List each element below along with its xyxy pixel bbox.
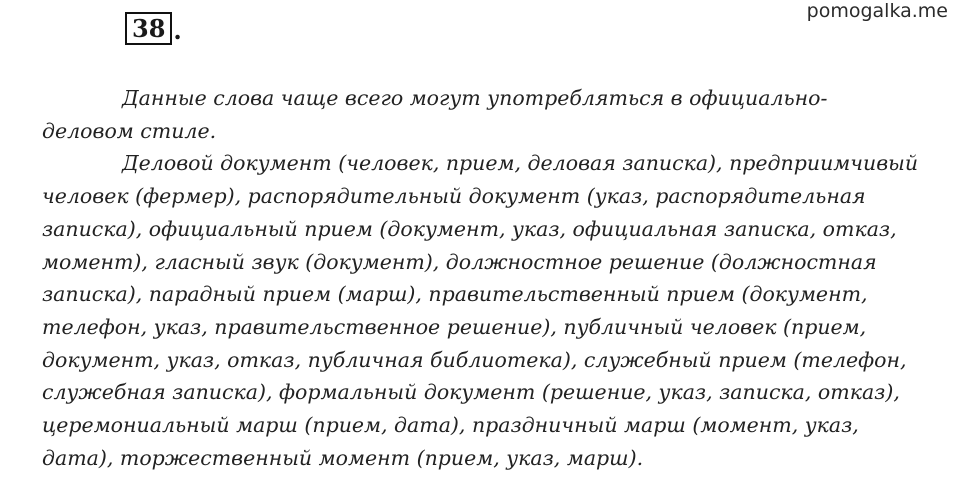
paragraph-2-line-5: записка), парадный прием (марш), правительственный прием (документ, — [42, 282, 868, 307]
exercise-number-box: 38 — [125, 12, 172, 45]
site-watermark: pomogalka.me — [806, 0, 948, 22]
paragraph-2-line-1: Деловой документ (человек, прием, деловая записка), предприимчивый — [122, 151, 919, 176]
paragraph-2-line-9: церемониальный марш (прием, дата), праздничный марш (момент, указ, — [42, 413, 859, 438]
paragraph-2-line-7: документ, указ, отказ, публичная библиотека), служебный прием (телефон, — [42, 347, 907, 372]
paragraph-1-line-1: Данные слова чаще всего могут употребляться в официально- — [122, 86, 828, 110]
paragraph-1-line-2: деловом стиле. — [42, 118, 217, 143]
exercise-number — [125, 12, 182, 45]
paragraph-2-line-2: человек (фермер), распорядительный документ (указ, распорядительная — [42, 184, 866, 209]
paragraph-2-line-8: служебная записка), формальный документ (решение, указ, записка, отказ), — [42, 380, 900, 405]
exercise-answer-text — [42, 82, 922, 474]
paragraph-2-line-6: телефон, указ, правительственное решение), публичный человек (прием, — [42, 314, 867, 339]
paragraph-2-line-3: записка), официальный прием (документ, указ, официальная записка, отказ, — [42, 216, 897, 241]
exercise-number-dot: . — [173, 16, 182, 45]
paragraph-2-line-10: дата), торжественный момент (прием, указ, марш). — [42, 445, 644, 470]
paragraph-2-line-4: момент), гласный звук (документ), должностное решение (должностная — [42, 249, 877, 274]
